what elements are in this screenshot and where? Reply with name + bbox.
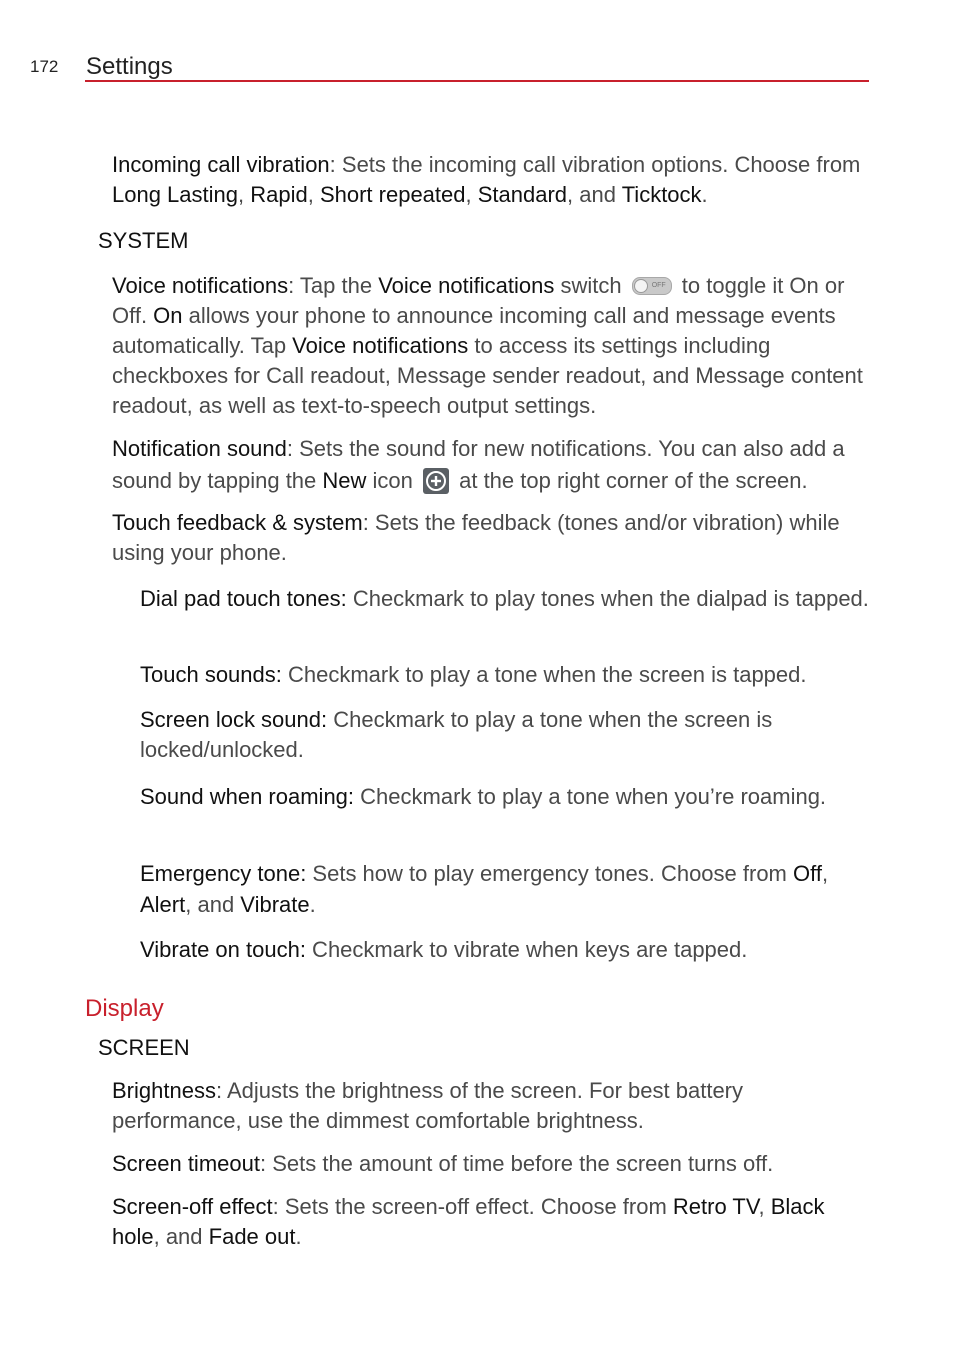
system-heading: SYSTEM: [98, 228, 189, 253]
setting-name: Voice notifications: [378, 273, 555, 298]
separator-text: .: [701, 182, 708, 207]
screen-timeout-entry: [112, 1149, 872, 1179]
entry-text: icon: [366, 468, 419, 493]
touch-sounds-entry: [140, 660, 870, 690]
entry-label: Voice notifications: [112, 273, 289, 298]
dial-pad-touch-tones-entry: [140, 583, 870, 615]
vibrate-on-touch-entry: [140, 935, 870, 965]
option-text: Retro TV: [672, 1194, 759, 1219]
entry-text: Checkmark to vibrate when keys are tapped.: [305, 937, 748, 962]
entry-label: Brightness: [112, 1078, 216, 1103]
separator-text: ,: [465, 182, 478, 207]
option-text: Standard: [477, 182, 568, 207]
separator-text: ,: [821, 861, 829, 886]
touch-feedback-entry: [112, 508, 872, 568]
entry-text: Sets how to play emergency tones. Choose from: [306, 861, 793, 886]
separator-text: .: [309, 892, 316, 917]
toggle-switch-icon: [632, 277, 672, 295]
entry-label: Touch feedback & system: [112, 510, 363, 535]
entry-text: : Sets the amount of time before the screen turns off.: [259, 1151, 774, 1176]
entry-label: Incoming call vibration: [112, 152, 330, 177]
option-text: Fade out: [208, 1224, 296, 1249]
entry-text: Checkmark to play a tone when the screen is tapped.: [281, 662, 807, 687]
entry-text: allows your phone to announce incoming call and message events automatically. Tap: [112, 303, 836, 358]
voice-notifications-entry: [112, 271, 872, 421]
entry-label: Dial pad touch tones:: [140, 586, 347, 611]
toggle-knob: [634, 279, 648, 293]
notification-sound-entry: [112, 433, 872, 497]
entry-label: Screen lock sound:: [140, 707, 328, 732]
entry-text: to access its settings including checkboxes for Call readout, Message sender readout, and Message content readout, as well as text-to-speech output settings.: [112, 333, 863, 418]
entry-text: switch: [554, 273, 628, 298]
separator-text: ,: [307, 182, 320, 207]
screen-off-effect-entry: [112, 1192, 872, 1252]
entry-label: Sound when roaming:: [140, 784, 355, 809]
header-divider: [85, 80, 869, 82]
display-section-heading: Display: [85, 995, 164, 1022]
option-text: Rapid: [250, 182, 308, 207]
entry-text: Checkmark to play tones when the dialpad is tapped.: [346, 586, 869, 611]
entry-text: : Adjusts the brightness of the screen. For best battery performance, use the dimmest comfortable brightness.: [112, 1078, 744, 1133]
entry-label: Notification sound: [112, 436, 287, 461]
page-number: 172: [30, 57, 59, 76]
setting-name: New: [322, 468, 367, 493]
entry-text: : Sets the sound for new notifications. You can also add a sound by tapping the: [112, 436, 845, 493]
option-text: Long Lasting: [112, 182, 238, 207]
incoming-call-vibration-entry: [112, 150, 872, 210]
screen-lock-sound-entry: [140, 705, 870, 765]
separator-text: , and: [153, 1224, 209, 1249]
option-text: Black hole: [112, 1194, 825, 1249]
separator-text: , and: [567, 182, 622, 207]
entry-text: : Sets the feedback (tones and/or vibration) while using your phone.: [112, 510, 840, 565]
option-text: Alert: [140, 892, 186, 917]
entry-label: Screen-off effect: [112, 1194, 273, 1219]
separator-text: ,: [238, 182, 251, 207]
page-title: Settings: [86, 53, 173, 80]
add-circle-icon: [423, 468, 449, 494]
option-text: Ticktock: [621, 182, 702, 207]
entry-text: : Sets the screen-off effect. Choose from: [272, 1194, 673, 1219]
entry-text: : Tap the: [288, 273, 379, 298]
separator-text: .: [295, 1224, 302, 1249]
entry-label: Touch sounds:: [140, 662, 282, 687]
toggle-label: OFF: [651, 282, 666, 289]
entry-label: Emergency tone:: [140, 861, 307, 886]
separator-text: ,: [758, 1194, 771, 1219]
separator-text: , and: [185, 892, 241, 917]
setting-name: On: [153, 303, 183, 328]
screen-heading: SCREEN: [98, 1035, 190, 1060]
entry-text: : Sets the incoming call vibration options. Choose from: [329, 152, 861, 177]
entry-label: Screen timeout: [112, 1151, 260, 1176]
option-text: Off: [793, 861, 822, 886]
option-text: Vibrate: [240, 892, 310, 917]
entry-label: Vibrate on touch:: [140, 937, 306, 962]
sound-when-roaming-entry: [140, 781, 870, 813]
emergency-tone-entry: [140, 858, 870, 920]
entry-text: Checkmark to play a tone when you’re roaming.: [354, 784, 827, 809]
entry-text: at the top right corner of the screen.: [453, 468, 808, 493]
entry-text: to toggle it On or Off.: [112, 273, 845, 328]
brightness-entry: [112, 1076, 872, 1136]
entry-text: Checkmark to play a tone when the screen is locked/unlocked.: [140, 707, 773, 762]
option-text: Short repeated: [319, 182, 466, 207]
setting-name: Voice notifications: [292, 333, 469, 358]
